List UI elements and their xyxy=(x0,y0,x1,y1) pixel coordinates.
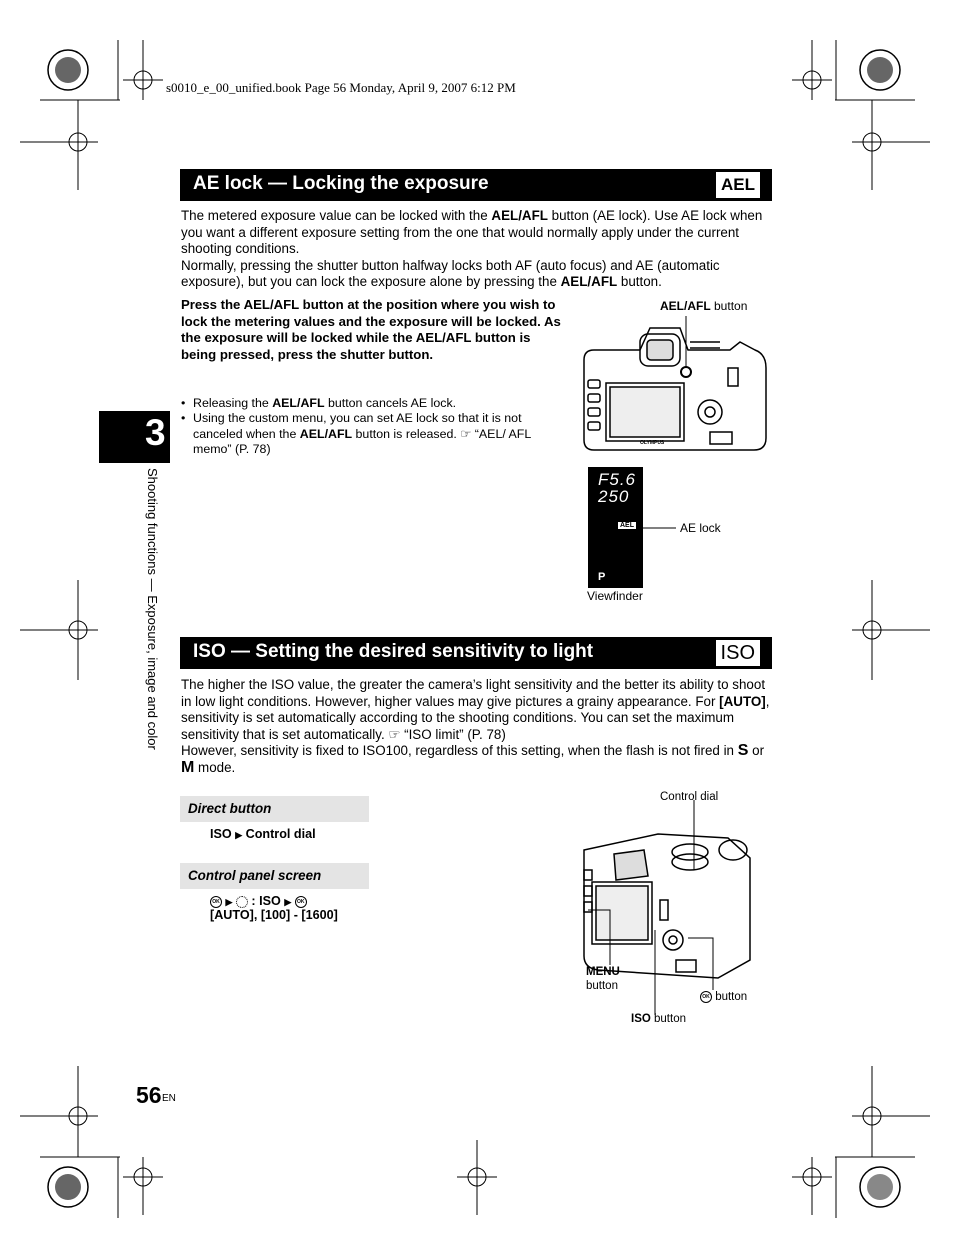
control-panel-box: Control panel screen xyxy=(180,863,369,889)
viewfinder-label: Viewfinder xyxy=(587,589,643,603)
section-title: ISO — Setting the desired sensitivity to light xyxy=(193,641,594,662)
iso-button-label: ISO button xyxy=(631,1013,686,1025)
arrow-pad-icon xyxy=(236,896,248,908)
chapter-side-title: Shooting functions — Exposure, image and color xyxy=(145,468,160,750)
note-item: • Using the custom menu, you can set AE lock so that it is not canceled when the AEL/AFL button is released. ☞ “AEL/ AFL memo” (P. 78) xyxy=(181,411,556,457)
direct-button-instruction: ISO ▶ Control dial xyxy=(210,827,316,841)
ok-button-label: OK button xyxy=(700,991,747,1003)
chapter-number: 3 xyxy=(145,412,166,453)
arrow-right-icon: ▶ xyxy=(284,897,292,907)
ae-lock-notes xyxy=(181,396,556,458)
page-language: EN xyxy=(162,1093,176,1104)
vf-shutter-speed: 250 xyxy=(598,487,630,506)
aelafl-button-label: AEL/AFL button xyxy=(660,299,748,313)
ae-lock-leader-line xyxy=(636,524,678,532)
note-item: • Releasing the AEL/AFL button cancels AE lock. xyxy=(181,396,556,411)
page-number: 56 xyxy=(136,1082,162,1108)
reference-icon: ☞ xyxy=(460,426,472,441)
section-iso-header xyxy=(180,637,772,669)
ae-lock-intro xyxy=(181,208,773,291)
direct-button-box: Direct button xyxy=(180,796,369,822)
vf-mode-indicator: P xyxy=(598,571,606,583)
section-title: AE lock — Locking the exposure xyxy=(193,173,489,194)
iso-badge: ISO xyxy=(716,640,760,666)
ae-lock-paragraph-2: Normally, pressing the shutter button halfway locks both AF (auto focus) and AE (automatic exposure), but you can lock the exposure alone by pressing the AEL/AFL button. xyxy=(181,257,720,290)
aelafl-leader-line xyxy=(675,316,695,376)
vf-ael-indicator: AEL xyxy=(620,522,634,529)
iso-intro xyxy=(181,677,773,777)
viewfinder-display xyxy=(588,467,643,588)
vf-aperture: F5.6 xyxy=(598,470,637,489)
section-ae-lock-header xyxy=(180,169,772,201)
ae-lock-label: AE lock xyxy=(680,521,721,535)
iso-paragraph-2: However, sensitivity is fixed to ISO100, regardless of this setting, when the flash is not fired in S or M mode. xyxy=(181,742,765,776)
iso-paragraph-1: The higher the ISO value, the greater the camera’s light sensitivity and the better its ability to shoot in low light conditions. However, higher values may give pictures a grainy appearance. For [AUTO], sensitivity is set automatically according to the shooting conditions. You can set the maximum sensitivity that is set automatically. ☞ “ISO limit” (P. 78) xyxy=(181,677,770,742)
control-panel-instruction: OK ▶ : ISO ▶ OK [AUTO], [100] - [1600] xyxy=(210,894,338,922)
ok-icon: OK xyxy=(295,896,307,908)
camera-brand-logo: OLYMPUS xyxy=(640,440,665,446)
reference-icon: ☞ xyxy=(388,726,401,742)
arrow-right-icon: ▶ xyxy=(225,897,233,907)
ok-icon: OK xyxy=(210,896,222,908)
ok-icon: OK xyxy=(700,991,712,1003)
ael-badge: AEL xyxy=(716,172,760,198)
menu-button-label: MENU button xyxy=(586,966,620,992)
ae-lock-paragraph-1: The metered exposure value can be locked with the AEL/AFL button (AE lock). Use AE lock when you want a different exposure setting from the one that would normally apply under the current shooting conditions. xyxy=(181,208,763,257)
file-header: s0010_e_00_unified.book Page 56 Monday, April 9, 2007 6:12 PM xyxy=(166,80,516,95)
ae-lock-step: Press the AEL/AFL button at the position where you wish to lock the metering values and the exposure will be locked. As the exposure will be locked while the AEL/AFL button is being pressed, press the shutter button. xyxy=(181,297,561,362)
control-dial-label: Control dial xyxy=(660,791,719,803)
